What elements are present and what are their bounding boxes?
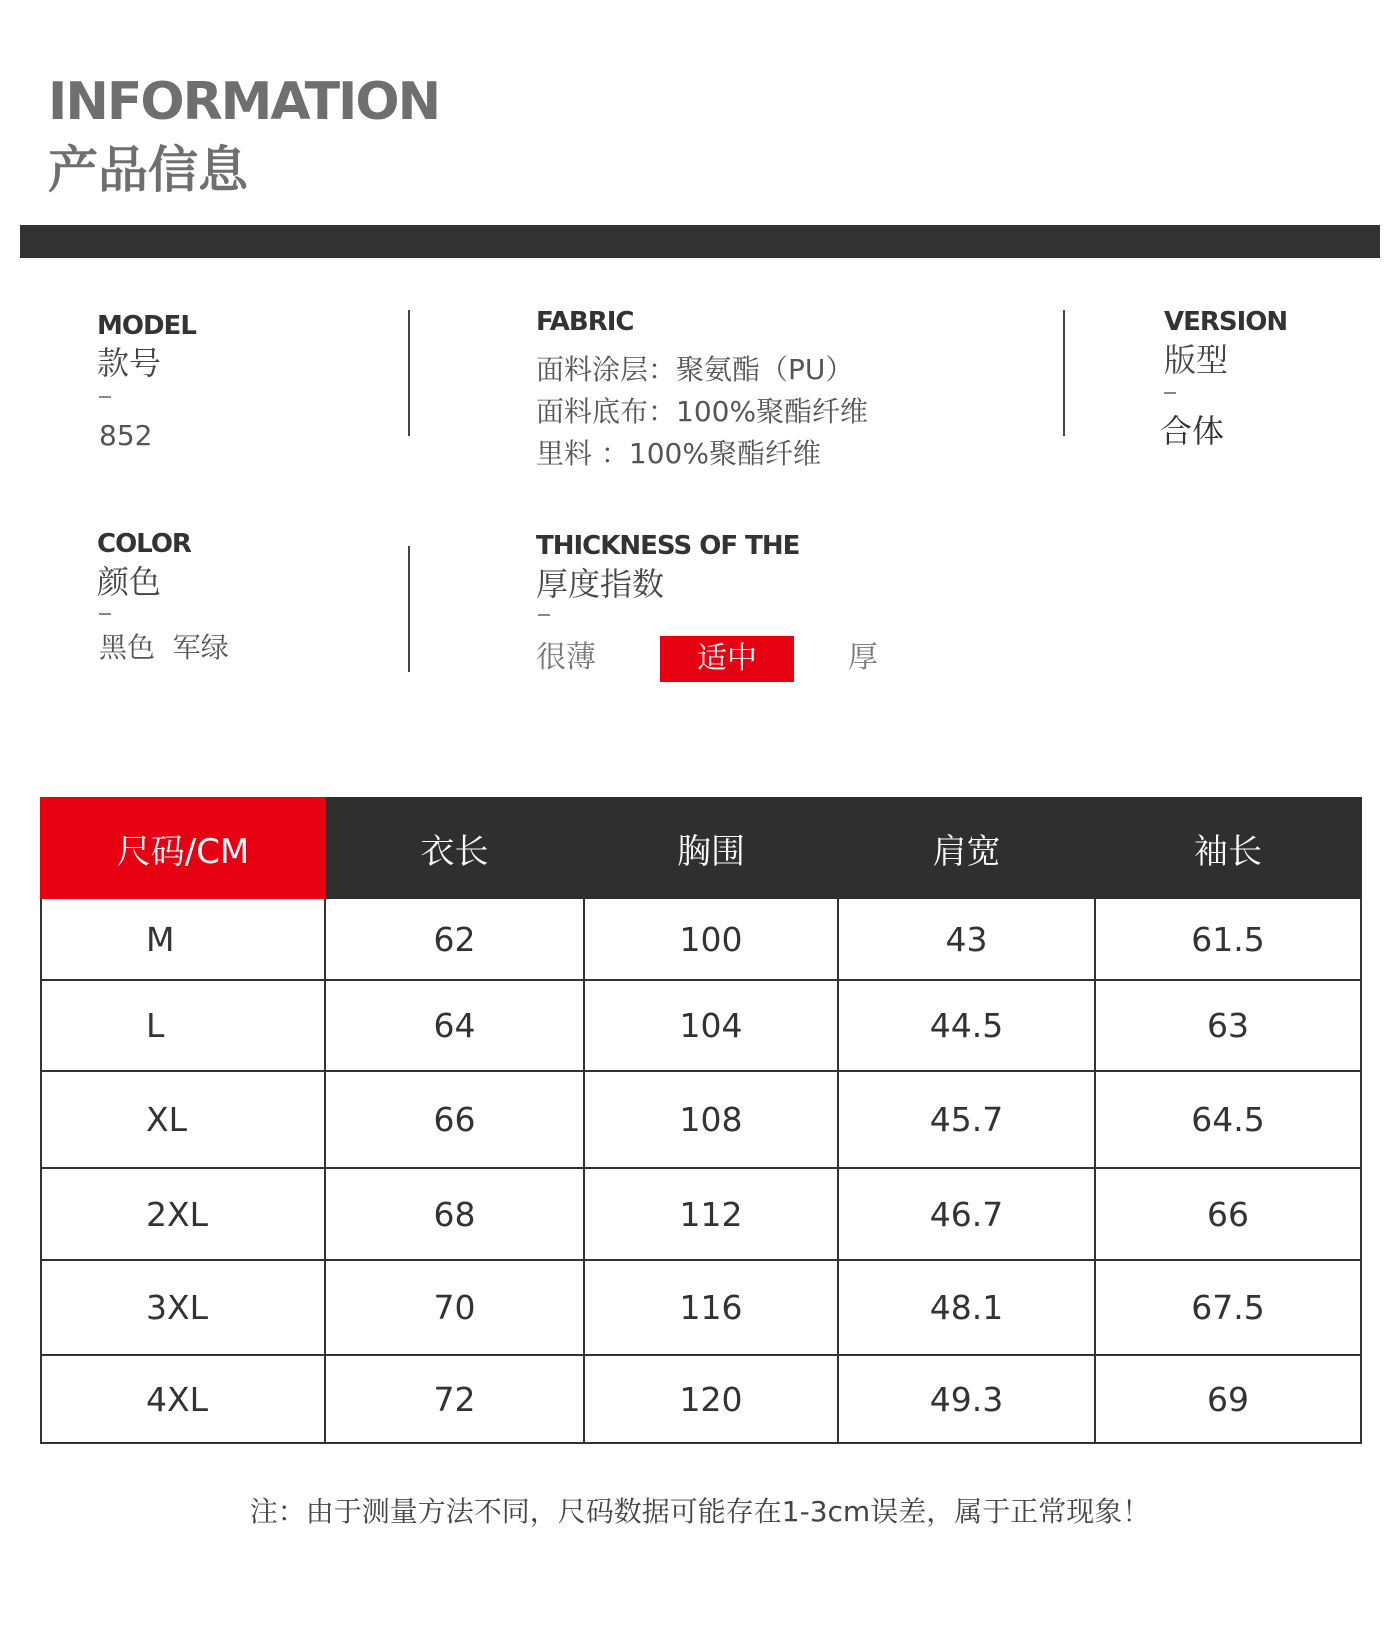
header-chest: 胸围 <box>584 798 838 898</box>
table-cell: 72 <box>325 1355 584 1443</box>
thickness-label-zh: 厚度指数 <box>536 565 665 603</box>
model-dash <box>99 396 111 398</box>
table-row <box>41 1168 1361 1260</box>
table-cell: 70 <box>325 1260 584 1355</box>
table-cell: 66 <box>1095 1168 1361 1260</box>
thickness-option-selected: 适中 <box>660 636 794 682</box>
table-row <box>41 1260 1361 1355</box>
fabric-label-en: FABRIC <box>536 307 634 337</box>
table-cell: 45.7 <box>838 1071 1095 1168</box>
table-cell: 100 <box>584 898 838 980</box>
color-label-en: COLOR <box>97 529 191 559</box>
table-cell: 4XL <box>41 1355 325 1443</box>
size-table <box>40 797 1362 1444</box>
table-row <box>41 1355 1361 1443</box>
divider-line <box>408 546 410 672</box>
header-sleeve: 袖长 <box>1095 798 1361 898</box>
title-zh: 产品信息 <box>48 141 248 199</box>
table-cell: M <box>41 898 325 980</box>
table-cell: 112 <box>584 1168 838 1260</box>
table-cell: 62 <box>325 898 584 980</box>
version-label-en: VERSION <box>1164 307 1288 337</box>
table-cell: 66 <box>325 1071 584 1168</box>
color-label-zh: 颜色 <box>97 563 162 601</box>
divider-line <box>1063 310 1065 436</box>
title-en: INFORMATION <box>48 72 440 132</box>
table-cell: 43 <box>838 898 1095 980</box>
header-size: 尺码/CM <box>41 798 325 898</box>
thickness-label-en: THICKNESS OF THE <box>536 531 800 561</box>
table-cell: 46.7 <box>838 1168 1095 1260</box>
header-length: 衣长 <box>325 798 584 898</box>
table-cell: 120 <box>584 1355 838 1443</box>
fabric-line-2: 面料底布：100%聚酯纤维 <box>536 395 869 428</box>
color-dash <box>99 613 111 615</box>
table-cell: XL <box>41 1071 325 1168</box>
table-cell: 3XL <box>41 1260 325 1355</box>
thickness-option-thin: 很薄 <box>536 640 596 675</box>
table-cell: 67.5 <box>1095 1260 1361 1355</box>
table-cell: 2XL <box>41 1168 325 1260</box>
table-cell: 64.5 <box>1095 1071 1361 1168</box>
table-cell: L <box>41 980 325 1071</box>
divider-line <box>408 310 410 436</box>
model-label-zh: 款号 <box>97 344 162 382</box>
fabric-line-3: 里料 ：100%聚酯纤维 <box>536 437 821 470</box>
model-label-en: MODEL <box>97 311 196 341</box>
fabric-line-1: 面料涂层：聚氨酯（PU） <box>536 353 854 386</box>
header-divider-bar <box>20 225 1380 258</box>
table-cell: 104 <box>584 980 838 1071</box>
table-cell: 49.3 <box>838 1355 1095 1443</box>
header-shoulder: 肩宽 <box>838 798 1095 898</box>
table-row <box>41 1071 1361 1168</box>
table-row <box>41 980 1361 1071</box>
version-dash <box>1164 392 1176 394</box>
table-cell: 69 <box>1095 1355 1361 1443</box>
table-cell: 63 <box>1095 980 1361 1071</box>
version-label-zh: 版型 <box>1164 341 1229 379</box>
version-value: 合体 <box>1160 412 1225 450</box>
measurement-note: 注：由于测量方法不同，尺码数据可能存在1-3cm误差，属于正常现象！ <box>249 1495 1151 1528</box>
table-cell: 116 <box>584 1260 838 1355</box>
table-cell: 48.1 <box>838 1260 1095 1355</box>
table-row <box>41 898 1361 980</box>
size-table-header <box>41 798 1361 898</box>
table-cell: 61.5 <box>1095 898 1361 980</box>
table-cell: 68 <box>325 1168 584 1260</box>
thickness-option-thick: 厚 <box>848 640 878 675</box>
table-cell: 64 <box>325 980 584 1071</box>
model-value: 852 <box>99 419 153 452</box>
color-value: 黑色 军绿 <box>99 631 229 664</box>
table-cell: 44.5 <box>838 980 1095 1071</box>
table-cell: 108 <box>584 1071 838 1168</box>
thickness-dash <box>538 614 550 616</box>
